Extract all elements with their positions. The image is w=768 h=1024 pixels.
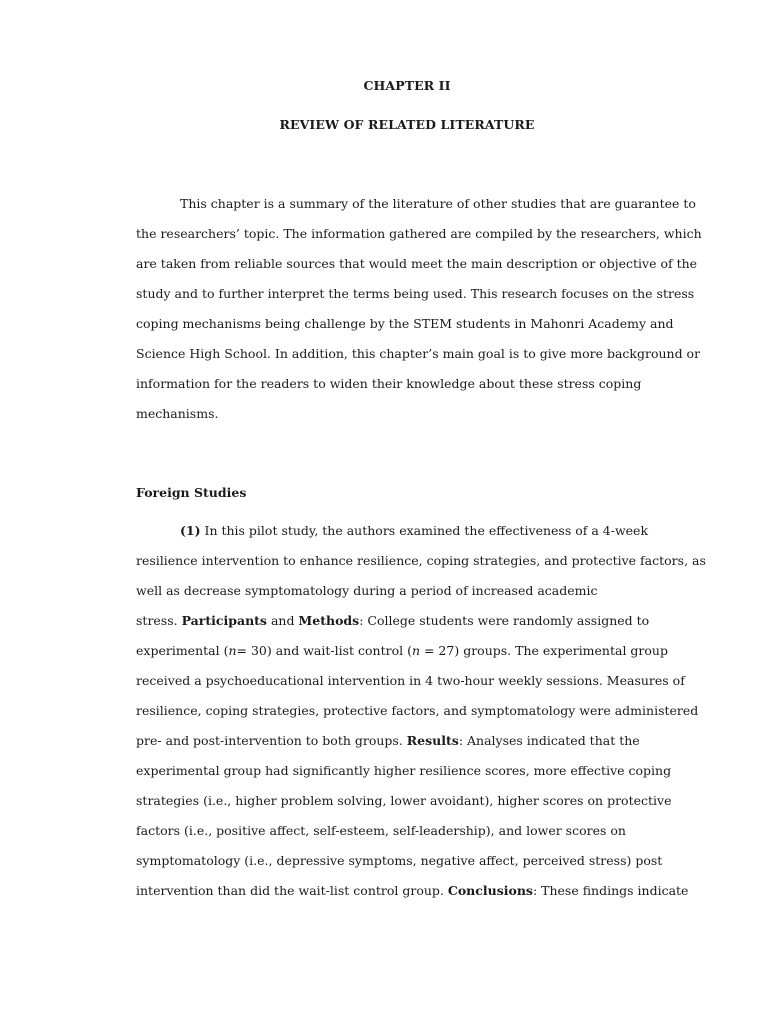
study-number: (1) (180, 523, 201, 538)
paragraph-line: are taken from reliable sources that would meet the main description or objective of the (136, 256, 698, 271)
paragraph-line: information for the readers to widen their knowledge about these stress coping (136, 376, 642, 391)
paragraph-line: coping mechanisms being challenge by the STEM students in Mahonri Academy and (136, 316, 674, 331)
paragraph-line: well as decrease symptomatology during a period of increased academic (136, 583, 598, 598)
paragraph-line: the researchers’ topic. The information gathered are compiled by the researchers, which (136, 226, 702, 241)
section-heading-foreign-studies: Foreign Studies (136, 485, 247, 500)
foreign-study-paragraph (136, 516, 706, 906)
chapter-title: CHAPTER II (363, 78, 451, 93)
bold-term-conclusions: Conclusions (447, 883, 533, 898)
paragraph-line: This chapter is a summary of the literature of other studies that are guarantee to (180, 196, 696, 211)
paragraph-line: study and to further interpret the terms being used. This research focuses on the stress (136, 286, 695, 301)
paragraph-line: Science High School. In addition, this chapter’s main goal is to give more background or (136, 346, 701, 361)
italic-n: n (228, 643, 237, 658)
chapter-subtitle: REVIEW OF RELATED LITERATURE (279, 117, 535, 132)
paragraph-line: experimental (n= 30) and wait-list control (n = 27) groups. The experimental group (136, 643, 668, 658)
bold-term-methods: Methods (298, 613, 360, 628)
paragraph-line: received a psychoeducational intervention in 4 two-hour weekly sessions. Measures of (136, 673, 685, 688)
paragraph-line: resilience, coping strategies, protective factors, and symptomatology were administered (136, 703, 699, 718)
paragraph-line: resilience intervention to enhance resilience, coping strategies, and protective factors, as (136, 553, 706, 568)
bold-term-results: Results (406, 733, 459, 748)
intro-paragraph (136, 189, 702, 429)
bold-term-participants: Participants (181, 613, 267, 628)
paragraph-line: factors (i.e., positive affect, self-esteem, self-leadership), and lower scores on (136, 823, 626, 838)
italic-n: n (411, 643, 421, 658)
paragraph-line: strategies (i.e., higher problem solving, lower avoidant), higher scores on protective (136, 793, 672, 808)
paragraph-line: experimental group had significantly higher resilience scores, more effective coping (136, 763, 672, 778)
paragraph-line: intervention than did the wait-list control group. Conclusions: These findings indicate (136, 883, 689, 898)
paragraph-line: mechanisms. (136, 406, 219, 421)
paragraph-line: (1) In this pilot study, the authors examined the effectiveness of a 4-week (180, 523, 649, 538)
paragraph-line: pre- and post-intervention to both groups. Results: Analyses indicated that the (136, 733, 640, 748)
paragraph-line: stress. Participants and Methods: College students were randomly assigned to (136, 613, 650, 628)
paragraph-line: symptomatology (i.e., depressive symptoms, negative affect, perceived stress) post (136, 853, 663, 868)
